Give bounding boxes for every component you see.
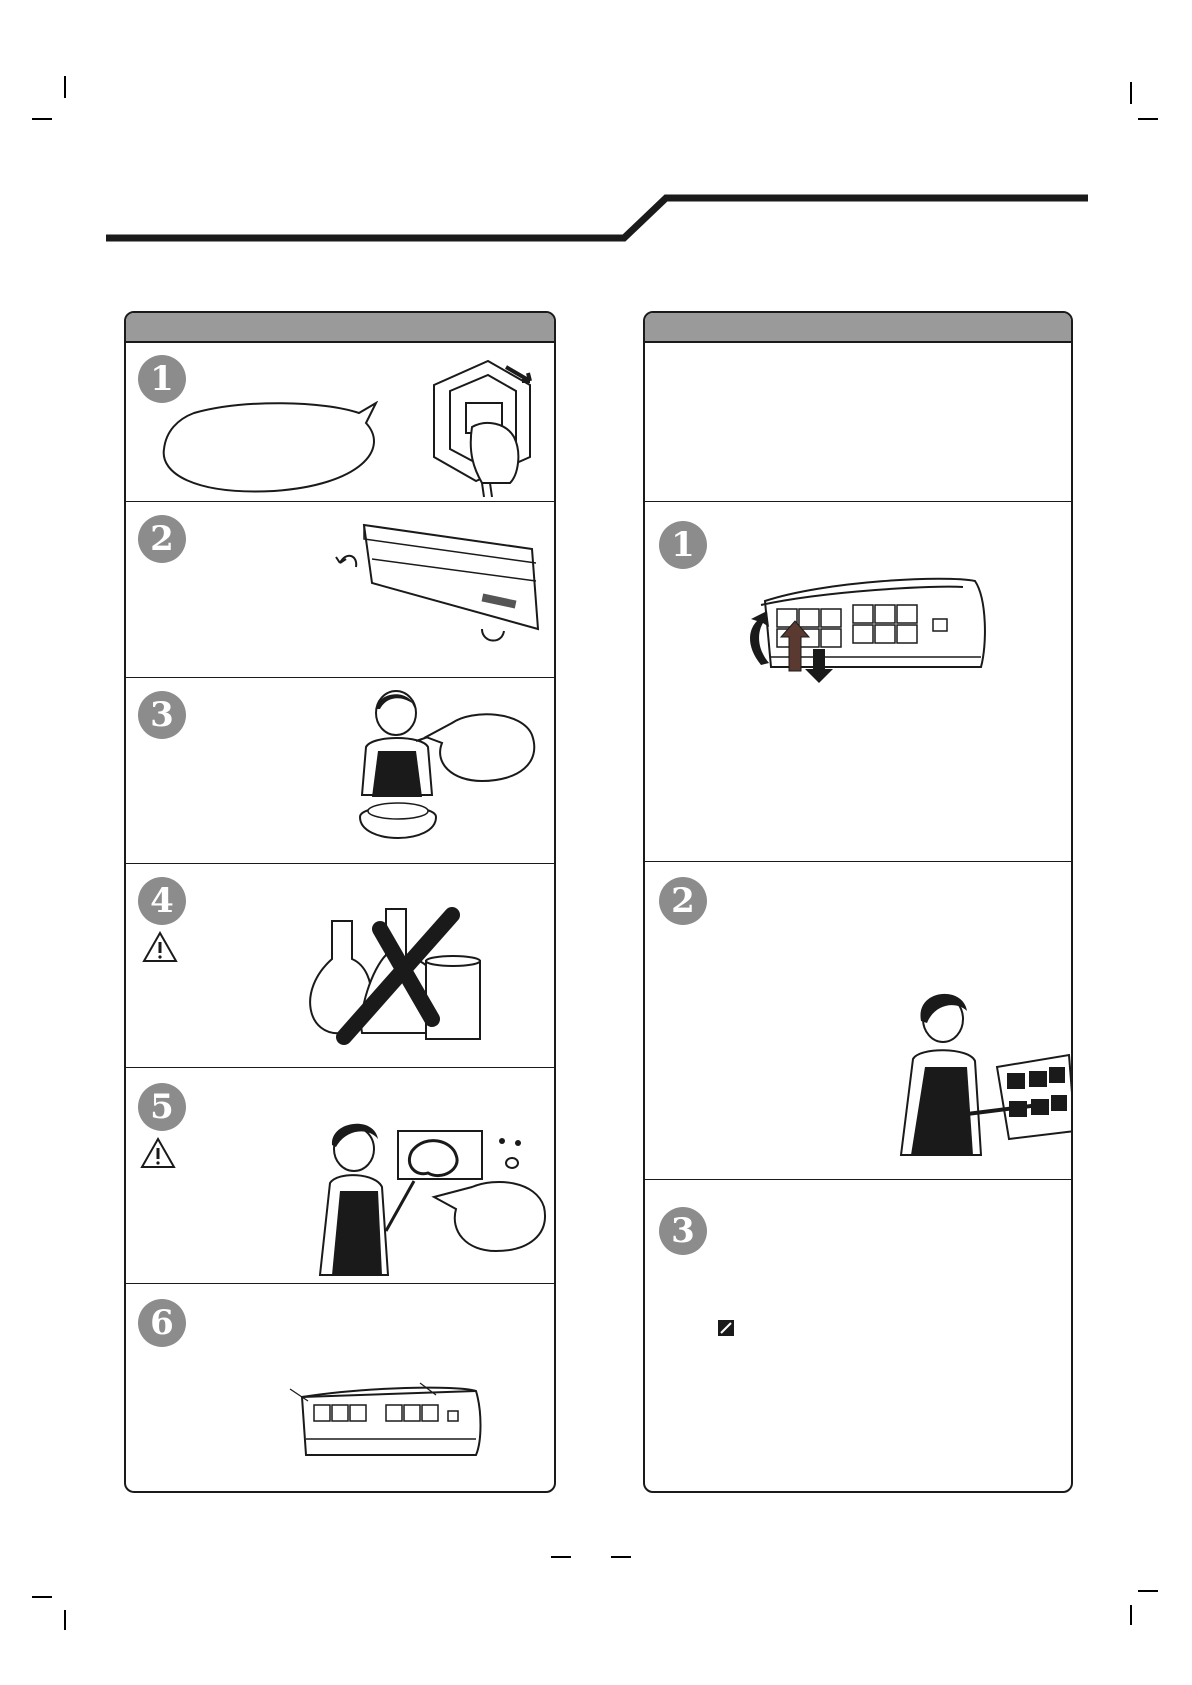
step-badge-3: 3 <box>659 1207 707 1255</box>
step-badge-6: 6 <box>138 1299 186 1347</box>
left-panel <box>124 311 556 1493</box>
step-divider <box>126 1283 554 1284</box>
washing-person-icon <box>342 685 550 855</box>
step-divider <box>126 677 554 678</box>
step-badge-5: 5 <box>138 1083 186 1131</box>
crop-mark <box>64 76 66 98</box>
left-panel-header <box>126 313 554 343</box>
speech-bubble-icon <box>154 401 384 501</box>
step-badge-3: 3 <box>138 691 186 739</box>
warning-triangle-icon <box>142 931 178 963</box>
crop-mark <box>32 118 52 120</box>
step-badge-4: 4 <box>138 877 186 925</box>
step-badge-2: 2 <box>138 515 186 563</box>
warning-triangle-icon <box>140 1137 176 1169</box>
crop-mark <box>32 1596 52 1598</box>
crop-mark <box>1130 1605 1132 1625</box>
indoor-unit-icon <box>332 519 550 649</box>
step-divider <box>645 861 1071 862</box>
right-panel-header <box>645 313 1071 343</box>
step-badge-1: 1 <box>659 521 707 569</box>
crop-mark <box>1130 82 1132 104</box>
header-rule <box>100 190 1090 246</box>
indoor-unit-open-icon <box>286 1381 486 1473</box>
page-number-mark <box>551 1556 571 1558</box>
step-badge-2: 2 <box>659 877 707 925</box>
no-water-spray-icon <box>316 1111 550 1279</box>
filter-removal-icon <box>725 575 993 699</box>
right-panel <box>643 311 1073 1493</box>
crop-mark <box>64 1610 66 1630</box>
no-chemicals-icon <box>302 901 502 1053</box>
small-check-icon <box>717 1319 735 1337</box>
person-holding-filter-icon <box>899 981 1073 1157</box>
step-divider <box>126 863 554 864</box>
page-number-mark <box>611 1556 631 1558</box>
step-divider <box>126 501 554 502</box>
step-divider <box>645 1179 1071 1180</box>
crop-mark <box>1138 118 1158 120</box>
step-divider <box>126 1067 554 1068</box>
step-badge-1: 1 <box>138 355 186 403</box>
step-divider <box>645 501 1071 502</box>
power-plug-icon <box>426 357 546 497</box>
crop-mark <box>1138 1590 1158 1592</box>
